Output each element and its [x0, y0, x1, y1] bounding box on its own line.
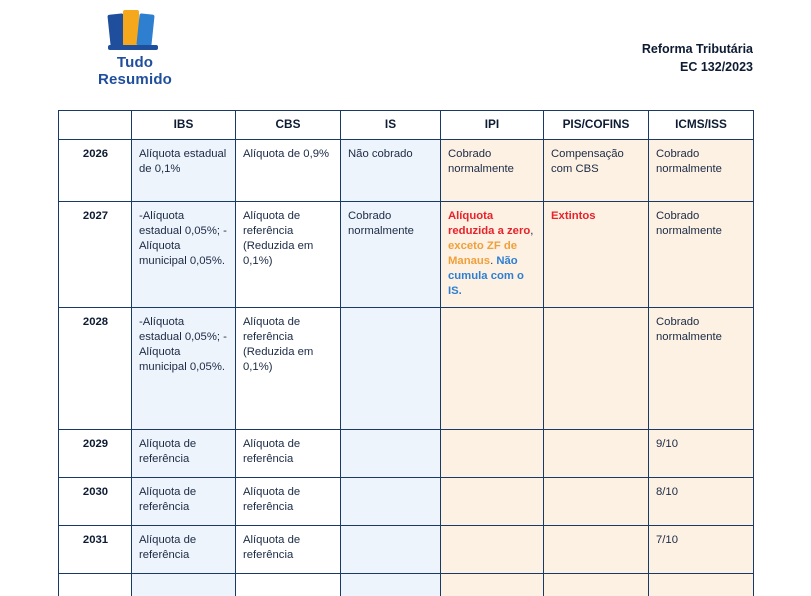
- column-header-pis-cofins: PIS/COFINS: [544, 111, 649, 140]
- column-header-cbs: CBS: [236, 111, 341, 140]
- cell-cbs: [236, 574, 341, 596]
- cell-icms-iss: [649, 526, 754, 574]
- table-row: [59, 526, 754, 574]
- column-header-is: IS: [341, 111, 441, 140]
- cell-icms-iss-text: Cobrado normalmente: [656, 148, 722, 176]
- table-row: [59, 202, 754, 308]
- cell-ipi-segment: exceto ZF de Manaus: [448, 240, 518, 268]
- row-year: 2026: [59, 140, 132, 202]
- table-header: [59, 111, 754, 140]
- table-row: [59, 430, 754, 478]
- cell-ibs-text: -Alíquota estadual 0,05%; -Alíquota municipal 0,05%.: [139, 210, 227, 268]
- cell-ibs: [132, 574, 236, 596]
- cell-ipi: [441, 430, 544, 478]
- cell-ipi: [441, 478, 544, 526]
- cell-pis-cofins: [544, 526, 649, 574]
- cell-is-text: Cobrado normalmente: [348, 210, 414, 238]
- column-header-icms-iss: ICMS/ISS: [649, 111, 754, 140]
- cell-ibs: [132, 478, 236, 526]
- page-title: [642, 40, 753, 76]
- cell-cbs-text: Alíquota de referência (Reduzida em 0,1%): [243, 210, 314, 268]
- table-row: [59, 140, 754, 202]
- column-header-ibs: IBS: [132, 111, 236, 140]
- column-header-ipi: IPI: [441, 111, 544, 140]
- page-title-line2: EC 132/2023: [680, 60, 753, 75]
- cell-icms-iss-text: 9/10: [656, 438, 678, 451]
- cell-is: [341, 574, 441, 596]
- cell-ipi: [441, 140, 544, 202]
- cell-ibs: [132, 202, 236, 308]
- tax-transition-table-wrapper: [58, 110, 753, 596]
- cell-icms-iss-text: Cobrado normalmente: [656, 210, 722, 238]
- document-header: [0, 0, 811, 100]
- column-header-year: [59, 111, 132, 140]
- cell-ibs: [132, 308, 236, 430]
- cell-ipi: [441, 574, 544, 596]
- cell-ipi-segment: Não cumula com o IS.: [448, 255, 524, 298]
- row-year: 2031: [59, 526, 132, 574]
- table-header-row: [59, 111, 754, 140]
- table-row: [59, 308, 754, 430]
- cell-pis-cofins-text: Compensação com CBS: [551, 148, 624, 176]
- cell-pis-cofins: [544, 140, 649, 202]
- cell-icms-iss: [649, 478, 754, 526]
- table-row: [59, 574, 754, 596]
- cell-cbs-text: Alíquota de referência: [243, 534, 301, 562]
- cell-is-text: Não cobrado: [348, 148, 413, 160]
- cell-ipi: [441, 202, 544, 308]
- cell-cbs: [236, 308, 341, 430]
- cell-icms-iss: [649, 574, 754, 596]
- brand-name-line2: Resumido: [97, 71, 173, 89]
- cell-icms-iss: [649, 140, 754, 202]
- row-year: 2027: [59, 202, 132, 308]
- cell-pis-cofins: [544, 202, 649, 308]
- row-year: 2030: [59, 478, 132, 526]
- cell-ipi-segment: .: [490, 255, 497, 268]
- cell-cbs-text: Alíquota de 0,9%: [243, 148, 330, 160]
- cell-cbs: [236, 430, 341, 478]
- cell-cbs: [236, 526, 341, 574]
- brand-name: [60, 54, 210, 89]
- cell-ipi-segment: ,: [530, 225, 534, 238]
- cell-is: [341, 202, 441, 308]
- cell-cbs: [236, 202, 341, 308]
- cell-cbs: [236, 478, 341, 526]
- cell-is: [341, 478, 441, 526]
- cell-pis-cofins: [544, 574, 649, 596]
- cell-icms-iss: [649, 430, 754, 478]
- cell-ibs-text: -Alíquota estadual 0,05%; -Alíquota municipal 0,05%.: [139, 316, 227, 374]
- tax-transition-table: [58, 110, 754, 596]
- cell-icms-iss: [649, 202, 754, 308]
- cell-pis-cofins: [544, 308, 649, 430]
- cell-pis-cofins-text: Extintos: [551, 210, 596, 222]
- cell-ibs-text: Alíquota de referência: [139, 534, 197, 562]
- cell-ibs-text: Alíquota estadual de 0,1%: [139, 148, 227, 176]
- table-row: [59, 478, 754, 526]
- row-year: 2028: [59, 308, 132, 430]
- brand-name-line1: Tudo: [116, 54, 154, 71]
- page-title-line1: Reforma Tributária: [641, 42, 753, 56]
- row-year: 2029: [59, 430, 132, 478]
- cell-cbs-text: Alíquota de referência: [243, 438, 301, 466]
- cell-ibs-text: Alíquota de referência: [139, 486, 197, 514]
- cell-icms-iss-text: 8/10: [656, 486, 678, 499]
- cell-icms-iss: [649, 308, 754, 430]
- table-body: [59, 140, 754, 596]
- books-logo-icon: [107, 8, 163, 52]
- cell-ibs: [132, 526, 236, 574]
- cell-ipi: [441, 308, 544, 430]
- cell-ibs: [132, 140, 236, 202]
- row-year: [59, 574, 132, 596]
- cell-icms-iss-text: Cobrado normalmente: [656, 316, 722, 344]
- cell-cbs: [236, 140, 341, 202]
- cell-ipi-segment: Alíquota reduzida a zero: [448, 210, 531, 238]
- cell-ipi-text: Cobrado normalmente: [448, 148, 514, 176]
- cell-is: [341, 430, 441, 478]
- cell-icms-iss-text: 7/10: [656, 534, 678, 547]
- cell-ibs: [132, 430, 236, 478]
- cell-is: [341, 526, 441, 574]
- cell-cbs-text: Alíquota de referência (Reduzida em 0,1%): [243, 316, 314, 374]
- cell-pis-cofins: [544, 478, 649, 526]
- cell-is: [341, 308, 441, 430]
- cell-pis-cofins: [544, 430, 649, 478]
- cell-cbs-text: Alíquota de referência: [243, 486, 301, 514]
- cell-ipi: [441, 526, 544, 574]
- brand-logo: [60, 8, 210, 89]
- cell-ibs-text: Alíquota de referência: [139, 438, 197, 466]
- cell-is: [341, 140, 441, 202]
